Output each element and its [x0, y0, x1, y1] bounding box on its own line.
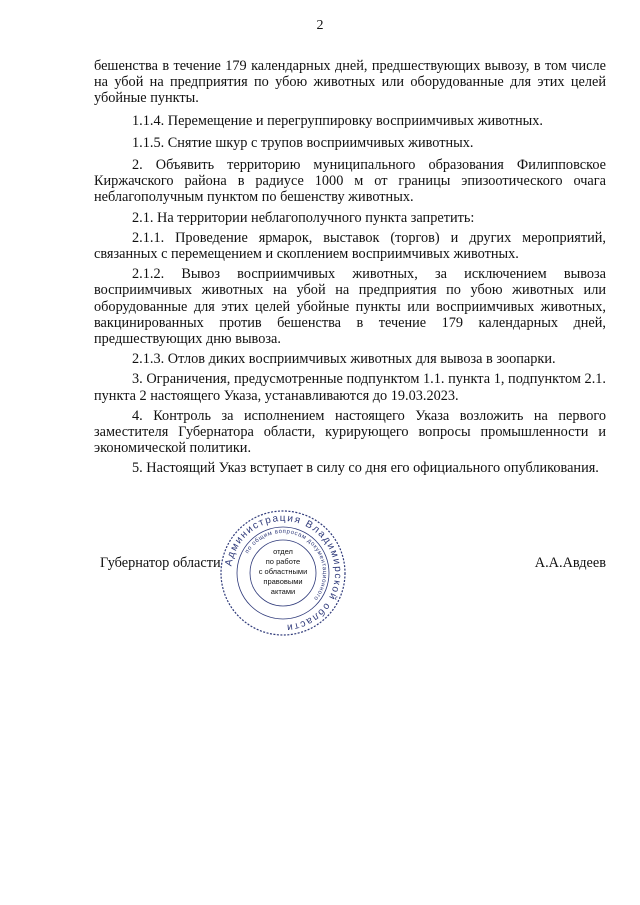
- paragraph-1-1-4: 1.1.4. Перемещение и перегруппировку восприимчивых животных.: [132, 112, 543, 129]
- stamp-center-line: актами: [270, 587, 296, 596]
- paragraph-5: 5. Настоящий Указ вступает в силу со дня его официального опубликования.: [132, 460, 599, 477]
- document-body: [94, 58, 606, 481]
- signature-block: [100, 555, 606, 579]
- paragraph-2: 2. Объявить территорию муниципального образования Филипповское Киржачского района в радиусе 1000 м от границы эпизоотического очага неблагополучным пунктом по бешенству животных.: [94, 157, 606, 206]
- paragraph-2-1-3: 2.1.3. Отлов диких восприимчивых животных для вывоза в зоопарки.: [132, 351, 556, 368]
- signatory-position: Губернатор области: [100, 555, 221, 571]
- stamp-center-line: по работе: [265, 557, 301, 566]
- stamp-center-line: с областными: [258, 567, 308, 576]
- stamp-center-text: [259, 547, 308, 596]
- paragraph-1-1-5: 1.1.5. Снятие шкур с трупов восприимчивых животных.: [132, 134, 474, 151]
- page-number: 2: [316, 18, 324, 33]
- stamp-seal-graphic: [218, 508, 348, 638]
- official-stamp: [218, 508, 348, 638]
- paragraph-2-1-1: 2.1.1. Проведение ярмарок, выставок (торгов) и других мероприятий, связанных с перемещением и скоплением восприимчивых животных.: [94, 229, 606, 263]
- paragraph-2-1: 2.1. На территории неблагополучного пункта запретить:: [132, 209, 475, 226]
- signatory-name: А.А.Авдеев: [534, 555, 606, 571]
- paragraph-3: 3. Ограничения, предусмотренные подпунктом 1.1. пункта 1, подпунктом 2.1. пункта 2 настоящего Указа, устанавливаются до 19.03.2023.: [94, 371, 606, 404]
- stamp-center-line: отдел: [273, 547, 293, 556]
- stamp-inner-ring-text: по общим вопросам документационного: [244, 528, 328, 602]
- stamp-center-line: правовыми: [263, 577, 303, 586]
- stamp-outer-ring-text: Администрация Владимирской области: [223, 512, 344, 634]
- paragraph-2-1-2: 2.1.2. Вывоз восприимчивых животных, за исключением вывоза восприимчивых животных на убой на предприятия по убою животных или оборудованные для этих целей убойные пункты или восприимчивых животных, вакцинированных против бешенства в течение 179 календарных дней, предшествующих дню вывоза.: [94, 266, 606, 348]
- paragraph-4: 4. Контроль за исполнением настоящего Указа возложить на первого заместителя Губернатора области, курирующего вопросы промышленности и экономической политики.: [94, 407, 606, 457]
- paragraph-continuation: бешенства в течение 179 календарных дней, предшествующих вывозу, в том числе на убой на предприятия по убою животных или оборудованные для этих целей убойные пункты.: [94, 58, 606, 107]
